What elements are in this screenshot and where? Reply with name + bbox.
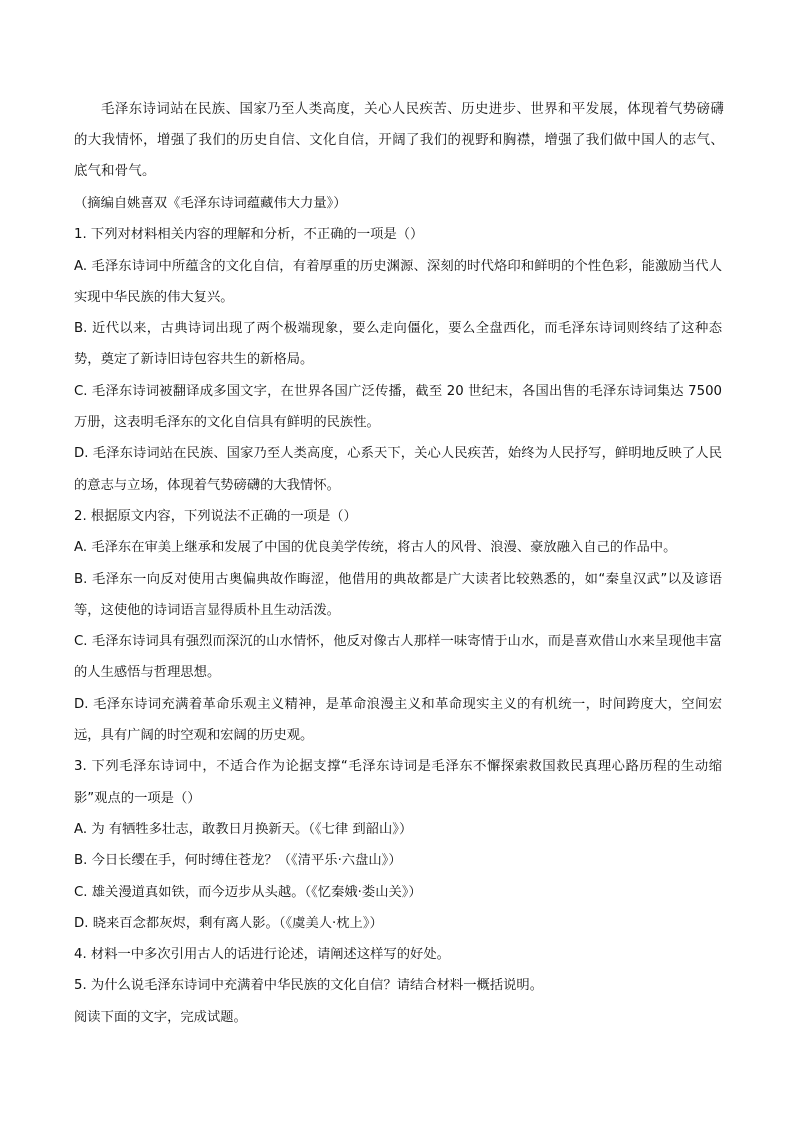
questions-block [74, 188, 722, 1033]
question-2-option-b: B. 毛泽东一向反对使用古奥偏典故作晦涩，他借用的典故都是广大读者比较熟悉的，如“秦皇汉武”以及谚语等，这使他的诗词语言显得质朴且生动活泼。 [74, 571, 722, 618]
closing-instruction: 阅读下面的文字，完成试题。 [74, 1009, 247, 1025]
question-1-option-a: A. 毛泽东诗词中所蕴含的文化自信，有着厚重的历史渊源、深刻的时代烙印和鲜明的个性色彩，能激励当代人实现中华民族的伟大复兴。 [74, 258, 722, 305]
question-3-stem: 3. 下列毛泽东诗词中，不适合作为论据支撑“毛泽东诗词是毛泽东不懈探索救国救民真理心路历程的生动缩影”观点的一项是（） [74, 759, 722, 806]
source-note: （摘编自姚喜双《毛泽东诗词蕴藏伟大力量》） [74, 196, 347, 211]
question-5: 5. 为什么说毛泽东诗词中充满着中华民族的文化自信？请结合材料一概括说明。 [74, 978, 544, 994]
question-2-option-a: A. 毛泽东在审美上继承和发展了中国的优良美学传统，将古人的风骨、浪漫、豪放融入自己的作品中。 [74, 540, 677, 556]
question-1-option-d: D. 毛泽东诗词站在民族、国家乃至人类高度，心系天下，关心人民疾苦，始终为人民抒写，鲜明地反映了人民的意志与立场，体现着气势磅礴的大我情怀。 [74, 446, 722, 493]
intro-paragraph-block [74, 94, 724, 187]
question-1-option-c: C. 毛泽东诗词被翻译成多国文字，在世界各国广泛传播，截至 20 世纪末，各国出售的毛泽东诗词集达 7500 万册，这表明毛泽东的文化自信具有鲜明的民族性。 [74, 383, 722, 431]
question-2-option-c: C. 毛泽东诗词具有强烈而深沉的山水情怀，他反对像古人那样一味寄情于山水，而是喜欢借山水来呈现他丰富的人生感悟与哲理思想。 [74, 634, 722, 681]
question-2-stem: 2. 根据原文内容，下列说法不正确的一项是（） [74, 508, 357, 524]
question-1-option-b: B. 近代以来，古典诗词出现了两个极端现象，要么走向僵化，要么全盘西化，而毛泽东诗词则终结了这种态势，奠定了新诗旧诗包容共生的新格局。 [74, 321, 722, 368]
question-1-stem: 1. 下列对材料相关内容的理解和分析，不正确的一项是（） [74, 227, 424, 243]
question-3-option-b: B. 今日长缨在手，何时缚住苍龙？（《清平乐·六盘山》） [74, 853, 402, 869]
question-4: 4. 材料一中多次引用古人的话进行论述，请阐述这样写的好处。 [74, 947, 450, 963]
question-3-option-d: D. 晓来百念都灰烬，剩有离人影。（《虞美人·枕上》） [74, 915, 383, 931]
intro-paragraph: 毛泽东诗词站在民族、国家乃至人类高度，关心人民疾苦、历史进步、世界和平发展，体现着气势磅礴的大我情怀，增强了我们的历史自信、文化自信，开阔了我们的视野和胸襟，增强了我们做中国人的志气、底气和骨气。 [74, 102, 724, 179]
question-2-option-d: D. 毛泽东诗词充满着革命乐观主义精神，是革命浪漫主义和革命现实主义的有机统一，时间跨度大，空间宏远，具有广阔的时空观和宏阔的历史观。 [74, 696, 722, 744]
question-3-option-c: C. 雄关漫道真如铁，而今迈步从头越。（《忆秦娥·娄山关》） [74, 884, 422, 900]
question-3-option-a: A. 为 有牺牲多壮志，敢教日月换新天。（《七律 到韶山》） [74, 821, 413, 837]
